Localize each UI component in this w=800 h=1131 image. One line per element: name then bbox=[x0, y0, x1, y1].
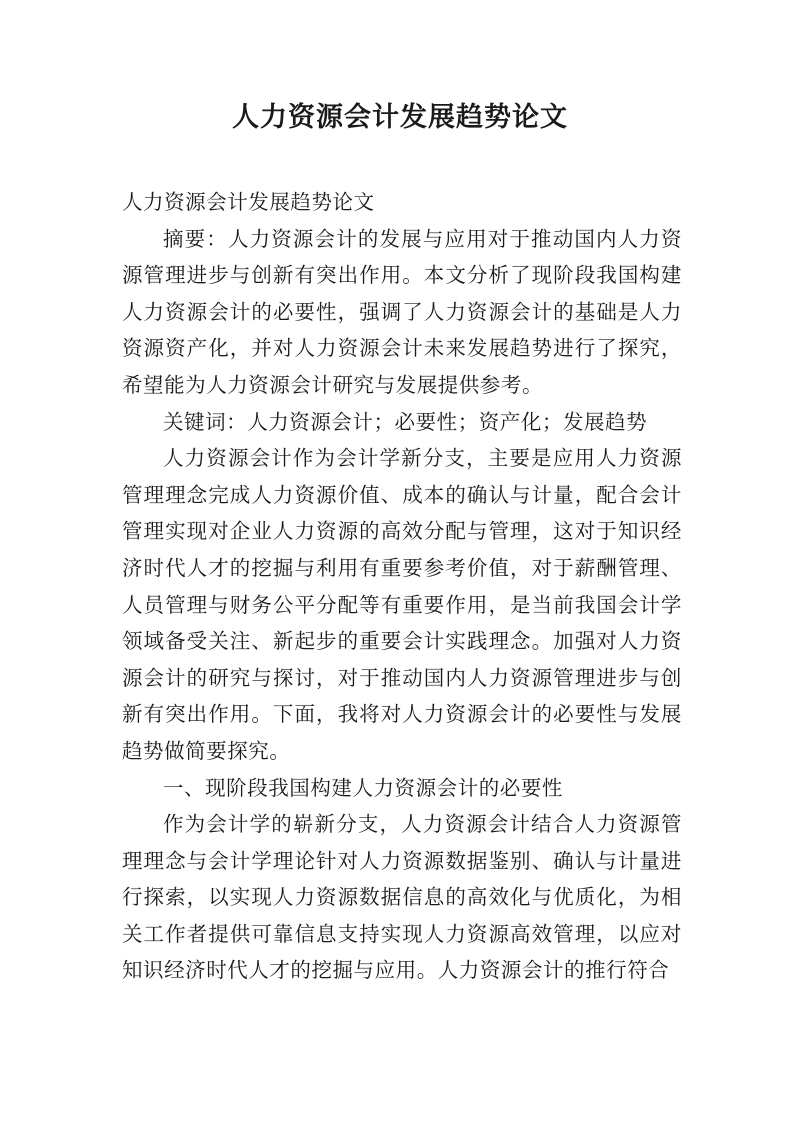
paragraph-abstract: 摘要：人力资源会计的发展与应用对于推动国内人力资源管理进步与创新有突出作用。本文分析了现阶段我国构建人力资源会计的必要性，强调了人力资源会计的基础是人力资源资产化，并对人力资源会计未来发展趋势进行了探究，希望能为人力资源会计研究与发展提供参考。 bbox=[122, 226, 682, 397]
paragraph-keywords: 关键词：人力资源会计；必要性；资产化；发展趋势 bbox=[163, 409, 648, 434]
paragraph-subtitle: 人力资源会计发展趋势论文 bbox=[122, 190, 375, 214]
paragraph-introduction: 人力资源会计作为会计学新分支，主要是应用人力资源管理理念完成人力资源价值、成本的确认与计量，配合会计管理实现对企业人力资源的高效分配与管理，这对于知识经济时代人才的挖掘与利用有重要参考价值，对于薪酬管理、人员管理与财务公平分配等有重要作用，是当前我国会计学领域备受关注、新起步的重要会计实践理念。加强对人力资源会计的研究与探讨，对于推动国内人力资源管理进步与创新有突出作用。下面，我将对人力资源会计的必要性与发展趋势做简要探究。 bbox=[122, 446, 682, 763]
document-body bbox=[122, 184, 682, 989]
section-heading-1: 一、现阶段我国构建人力资源会计的必要性 bbox=[163, 775, 563, 800]
document-title: 人力资源会计发展趋势论文 bbox=[232, 102, 568, 133]
paragraph-section-1: 作为会计学的崭新分支，人力资源会计结合人力资源管理理念与会计学理论针对人力资源数据鉴别、确认与计量进行探索，以实现人力资源数据信息的高效化与优质化，为相关工作者提供可靠信息支持实现人力资源高效管理，以应对知识经济时代人才的挖掘与应用。人力资源会计的推行符合 bbox=[122, 812, 682, 983]
